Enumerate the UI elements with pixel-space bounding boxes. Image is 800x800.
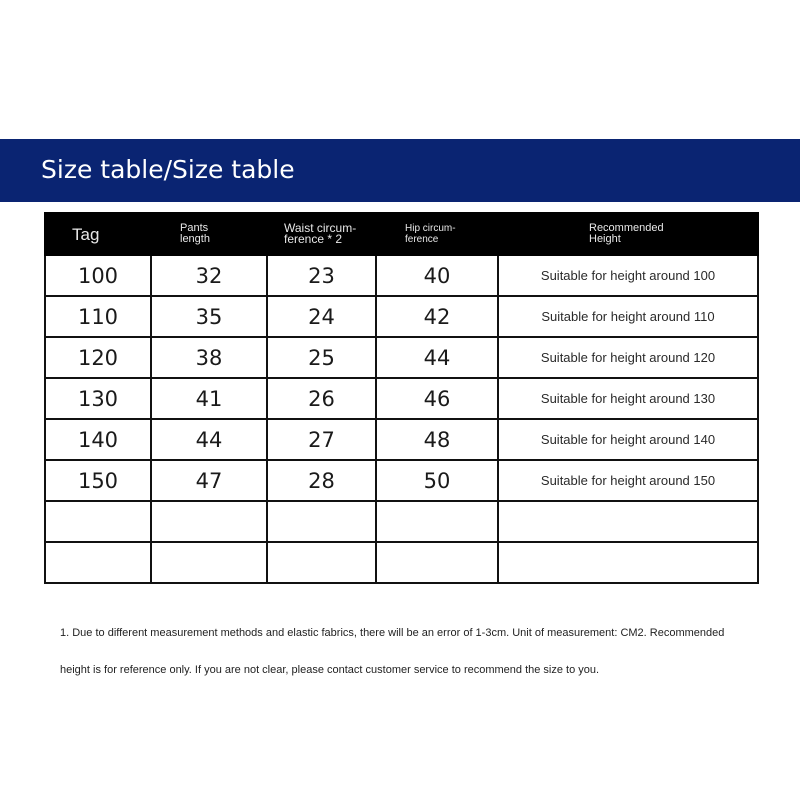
note-line-1: 1. Due to different measurement methods and elastic fabrics, there will be an error of 1-3cm. Unit of measurement: CM2. Recommended — [60, 627, 725, 639]
cell-hip — [376, 501, 498, 542]
table-row — [45, 337, 758, 378]
table-row-empty — [45, 501, 758, 542]
cell-recommended-height: Suitable for height around 150 — [498, 460, 758, 501]
cell-tag: 130 — [45, 378, 151, 419]
cell-recommended-height: Suitable for height around 140 — [498, 419, 758, 460]
cell-hip: 46 — [376, 378, 498, 419]
cell-recommended-height: Suitable for height around 110 — [498, 296, 758, 337]
cell-tag: 150 — [45, 460, 151, 501]
cell-pants-length: 41 — [151, 378, 267, 419]
cell-pants-length: 47 — [151, 460, 267, 501]
size-table — [44, 212, 759, 584]
cell-waist: 24 — [267, 296, 376, 337]
cell-hip: 40 — [376, 255, 498, 296]
cell-waist: 27 — [267, 419, 376, 460]
cell-waist: 28 — [267, 460, 376, 501]
table-row — [45, 419, 758, 460]
column-header-pants-length: Pants length — [151, 213, 267, 255]
cell-tag: 110 — [45, 296, 151, 337]
cell-tag: 120 — [45, 337, 151, 378]
cell-recommended-height — [498, 542, 758, 583]
cell-recommended-height: Suitable for height around 120 — [498, 337, 758, 378]
cell-recommended-height: Suitable for height around 130 — [498, 378, 758, 419]
cell-pants-length — [151, 501, 267, 542]
cell-pants-length: 38 — [151, 337, 267, 378]
table-header-row — [45, 213, 758, 255]
cell-waist: 26 — [267, 378, 376, 419]
table-row — [45, 378, 758, 419]
cell-pants-length: 35 — [151, 296, 267, 337]
cell-tag: 100 — [45, 255, 151, 296]
column-header-tag: Tag — [45, 213, 151, 255]
cell-hip: 42 — [376, 296, 498, 337]
cell-pants-length — [151, 542, 267, 583]
table-row — [45, 296, 758, 337]
cell-tag — [45, 542, 151, 583]
cell-hip: 44 — [376, 337, 498, 378]
cell-pants-length: 44 — [151, 419, 267, 460]
cell-hip — [376, 542, 498, 583]
cell-waist: 25 — [267, 337, 376, 378]
cell-recommended-height — [498, 501, 758, 542]
column-header-waist: Waist circum- ference * 2 — [267, 213, 376, 255]
cell-hip: 50 — [376, 460, 498, 501]
cell-waist: 23 — [267, 255, 376, 296]
cell-tag — [45, 501, 151, 542]
column-header-recommended-height: Recommended Height — [498, 213, 758, 255]
cell-hip: 48 — [376, 419, 498, 460]
cell-waist — [267, 542, 376, 583]
cell-tag: 140 — [45, 419, 151, 460]
note-line-2: height is for reference only. If you are not clear, please contact customer service to recommend the size to you. — [60, 664, 600, 676]
cell-waist — [267, 501, 376, 542]
cell-pants-length: 32 — [151, 255, 267, 296]
page-title: Size table/Size table — [41, 155, 295, 184]
table-row-empty — [45, 542, 758, 583]
table-row — [45, 255, 758, 296]
column-header-hip: Hip circum- ference — [376, 213, 498, 255]
cell-recommended-height: Suitable for height around 100 — [498, 255, 758, 296]
table-row — [45, 460, 758, 501]
measurement-note — [60, 615, 760, 689]
title-banner — [0, 139, 800, 202]
